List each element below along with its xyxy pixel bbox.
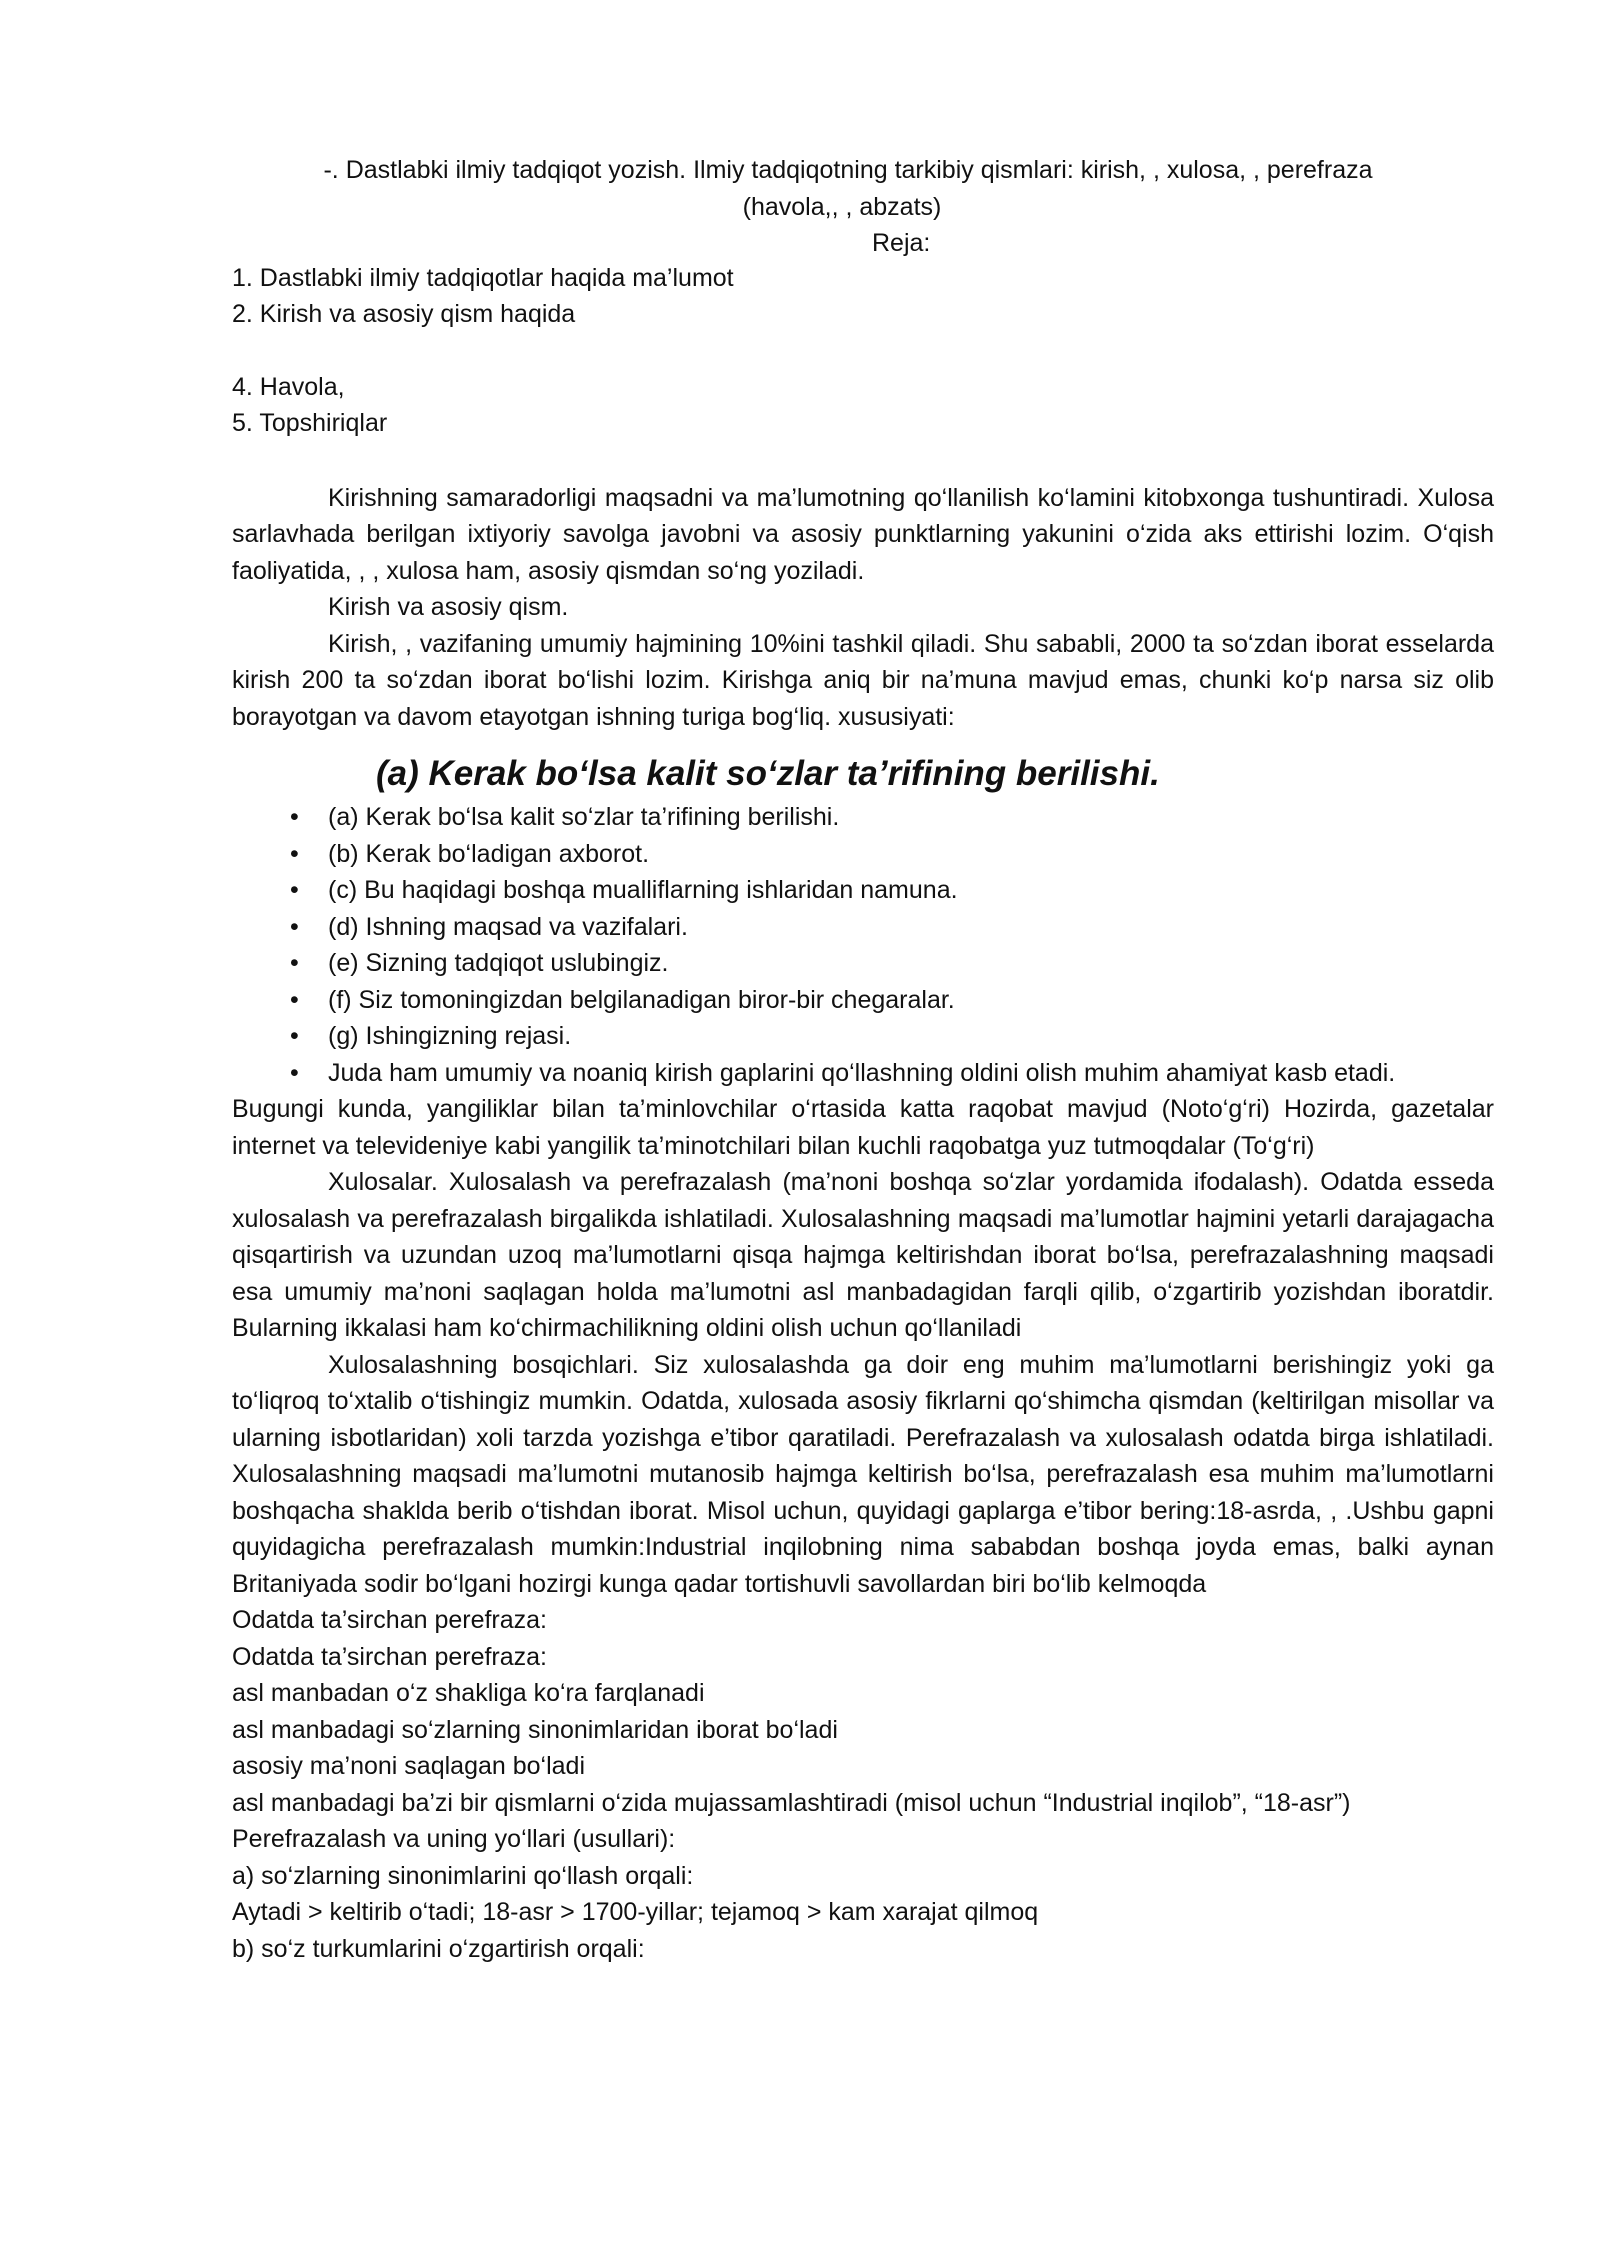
list-item-text: (b) Kerak bo‘ladigan axborot. — [328, 839, 650, 868]
plan-item: 5. Topshiriqlar — [232, 409, 388, 437]
list-item — [232, 836, 1494, 873]
tail-lines — [232, 1602, 1494, 1967]
plan-item: 2. Kirish va asosiy qism haqida — [232, 300, 576, 328]
text-line: Odatda ta’sirchan perefraza: — [232, 1642, 548, 1671]
bullet-icon: • — [290, 1022, 299, 1050]
text-line: Odatda ta’sirchan perefraza: — [232, 1606, 548, 1634]
bullet-icon: • — [290, 912, 299, 941]
bullet-icon: • — [290, 839, 299, 868]
text-line: asl manbadagi so‘zlarning sinonimlaridan iborat bo‘ladi — [232, 1715, 838, 1744]
bullet-icon: • — [290, 949, 299, 977]
list-item-text: (e) Sizning tadqiqot uslubingiz. — [328, 949, 669, 977]
text-line: asl manbadan o‘z shakliga ko‘ra farqlanadi — [232, 1679, 705, 1707]
bullet-list — [232, 799, 1494, 1091]
paragraph-subheading: Kirish va asosiy qism. — [328, 593, 569, 621]
document-title-continued: (havola,, , abzats) — [742, 192, 942, 221]
list-item — [232, 909, 1494, 946]
list-item — [232, 982, 1494, 1019]
bullet-icon: • — [290, 803, 299, 831]
bullet-icon: • — [290, 985, 299, 1014]
plan-item: 1. Dastlabki ilmiy tadqiqotlar haqida ma’lumot — [232, 263, 734, 292]
plan-item: 4. Havola, — [232, 372, 345, 401]
list-item-text: (d) Ishning maqsad va vazifalari. — [328, 912, 688, 941]
list-item-text: (c) Bu haqidagi boshqa mualliflarning ishlaridan namuna. — [328, 876, 958, 904]
text-line: Perefrazalash va uning yo‘llari (usullari): — [232, 1825, 676, 1853]
bullet-icon: • — [290, 876, 299, 904]
document-body — [232, 152, 1494, 1967]
paragraph-xulosalar: Xulosalar. Xulosalash va perefrazalash (ma’noni boshqa so‘zlar yordamida ifodalash). Odatda esseda xulosalash va perefrazalash birgalikda ishlatiladi. Xulosalashning maqsadi ma’lumotlar hajmini yetarli darajagacha qisqartirish va uzundan uzoq ma’lumotlarni qisqa hajmga keltirishdan iborat bo‘lsa, perefrazalashning maqsadi esa umumiy ma’noni saqlagan holda ma’lumotni asl manbadagidan farqli qilib, o‘zgartirib yozishdan iboratdir. Bularning ikkalasi ham ko‘chirmachilikning oldini olish uchun qo‘llaniladi — [232, 1168, 1494, 1342]
list-item-text: (f) Siz tomoningizdan belgilanadigan biror-bir chegaralar. — [328, 985, 955, 1014]
plan-list — [232, 260, 1494, 442]
text-line: Aytadi > keltirib o‘tadi; 18-asr > 1700-yillar; tejamoq > kam xarajat qilmoq — [232, 1898, 1039, 1926]
text-line: asl manbadagi ba’zi bir qismlarni o‘zida mujassamlashtiradi (misol uchun “Industrial inqilob”, “18-asr”) — [232, 1788, 1351, 1817]
paragraph-bosqichlar: Xulosalashning bosqichlari. Siz xulosalashda ga doir eng muhim ma’lumotlarni berishingiz yoki ga to‘liqroq to‘xtalib o‘tishingiz mumkin. Odatda, xulosada asosiy fikrlarni qo‘shimcha qismdan (keltirilgan misollar va ularning isbotlaridan) xoli tarzda yozishga e’tibor qaratiladi. Perefrazalash va xulosalash odatda birga ishlatiladi. Xulosalashning maqsadi ma’lumotni mutanosib hajmga keltirish bo‘lsa, perefrazalash esa muhim ma’lumotlarni boshqacha shaklda berib o‘tishdan iborat. Misol uchun, quyidagi gaplarga e’tibor bering:18-asrda, , .Ushbu gapni quyidagicha perefrazalash mumkin:Industrial inqilobning nima sababdan boshqa joyda emas, balki aynan Britaniyada sodir bo‘lgani hozirgi kunga qadar tortishuvli savollardan biri bo‘lib kelmoqda — [232, 1350, 1494, 1598]
text-line: asosiy ma’noni saqlagan bo‘ladi — [232, 1752, 586, 1780]
bullet-icon: • — [290, 1058, 299, 1087]
list-item-text: (g) Ishingizning rejasi. — [328, 1022, 572, 1050]
document-title: -. Dastlabki ilmiy tadqiqot yozish. Ilmiy tadqiqotning tarkibiy qismlari: kirish, , xulosa, , perefraza — [323, 156, 1373, 184]
list-item — [232, 945, 1494, 982]
paragraph-kirish: Kirish, , vazifaning umumiy hajmining 10%ini tashkil qiladi. Shu sababli, 2000 ta so‘zdan iborat esselarda kirish 200 ta so‘zdan iborat bo‘lishi lozim. Kirishga aniq bir na’muna mavjud emas, chunki ko‘p narsa siz olib borayotgan va davom etayotgan ishning turiga bog‘liq. xususiyati: — [232, 629, 1494, 731]
list-item — [232, 872, 1494, 909]
text-line: a) so‘zlarning sinonimlarini qo‘llash orqali: — [232, 1861, 694, 1890]
list-item — [232, 1055, 1494, 1092]
list-item-text: Juda ham umumiy va noaniq kirish gaplarini qo‘llashning oldini olish muhim ahamiyat kasb etadi. — [328, 1058, 1396, 1087]
list-item-text: (a) Kerak bo‘lsa kalit so‘zlar ta’rifining berilishi. — [328, 803, 840, 831]
paragraph-example: Bugungi kunda, yangiliklar bilan ta’minlovchilar o‘rtasida katta raqobat mavjud (Noto‘g‘ri) Hozirda, gazetalar internet va televideniye kabi yangilik ta’minotchilari bilan kuchli raqobatga yuz tutmoqdalar (To‘g‘ri) — [232, 1095, 1494, 1160]
list-item — [232, 799, 1494, 836]
section-heading: (a) Kerak bo‘lsa kalit so‘zlar ta’rifining berilishi. — [376, 754, 1160, 793]
list-item — [232, 1018, 1494, 1055]
paragraph-intro: Kirishning samaradorligi maqsadni va ma’lumotning qo‘llanilish ko‘lamini kitobxonga tushuntiradi. Xulosa sarlavhada berilgan ixtiyoriy savolga javobni va asosiy punktlarning yakunini o‘zida aks ettirishi lozim. O‘qish faoliyatida, , , xulosa ham, asosiy qismdan so‘ng yoziladi. — [232, 483, 1494, 585]
plan-heading: Reja: — [872, 229, 931, 257]
text-line: b) so‘z turkumlarini o‘zgartirish orqali: — [232, 1934, 645, 1963]
